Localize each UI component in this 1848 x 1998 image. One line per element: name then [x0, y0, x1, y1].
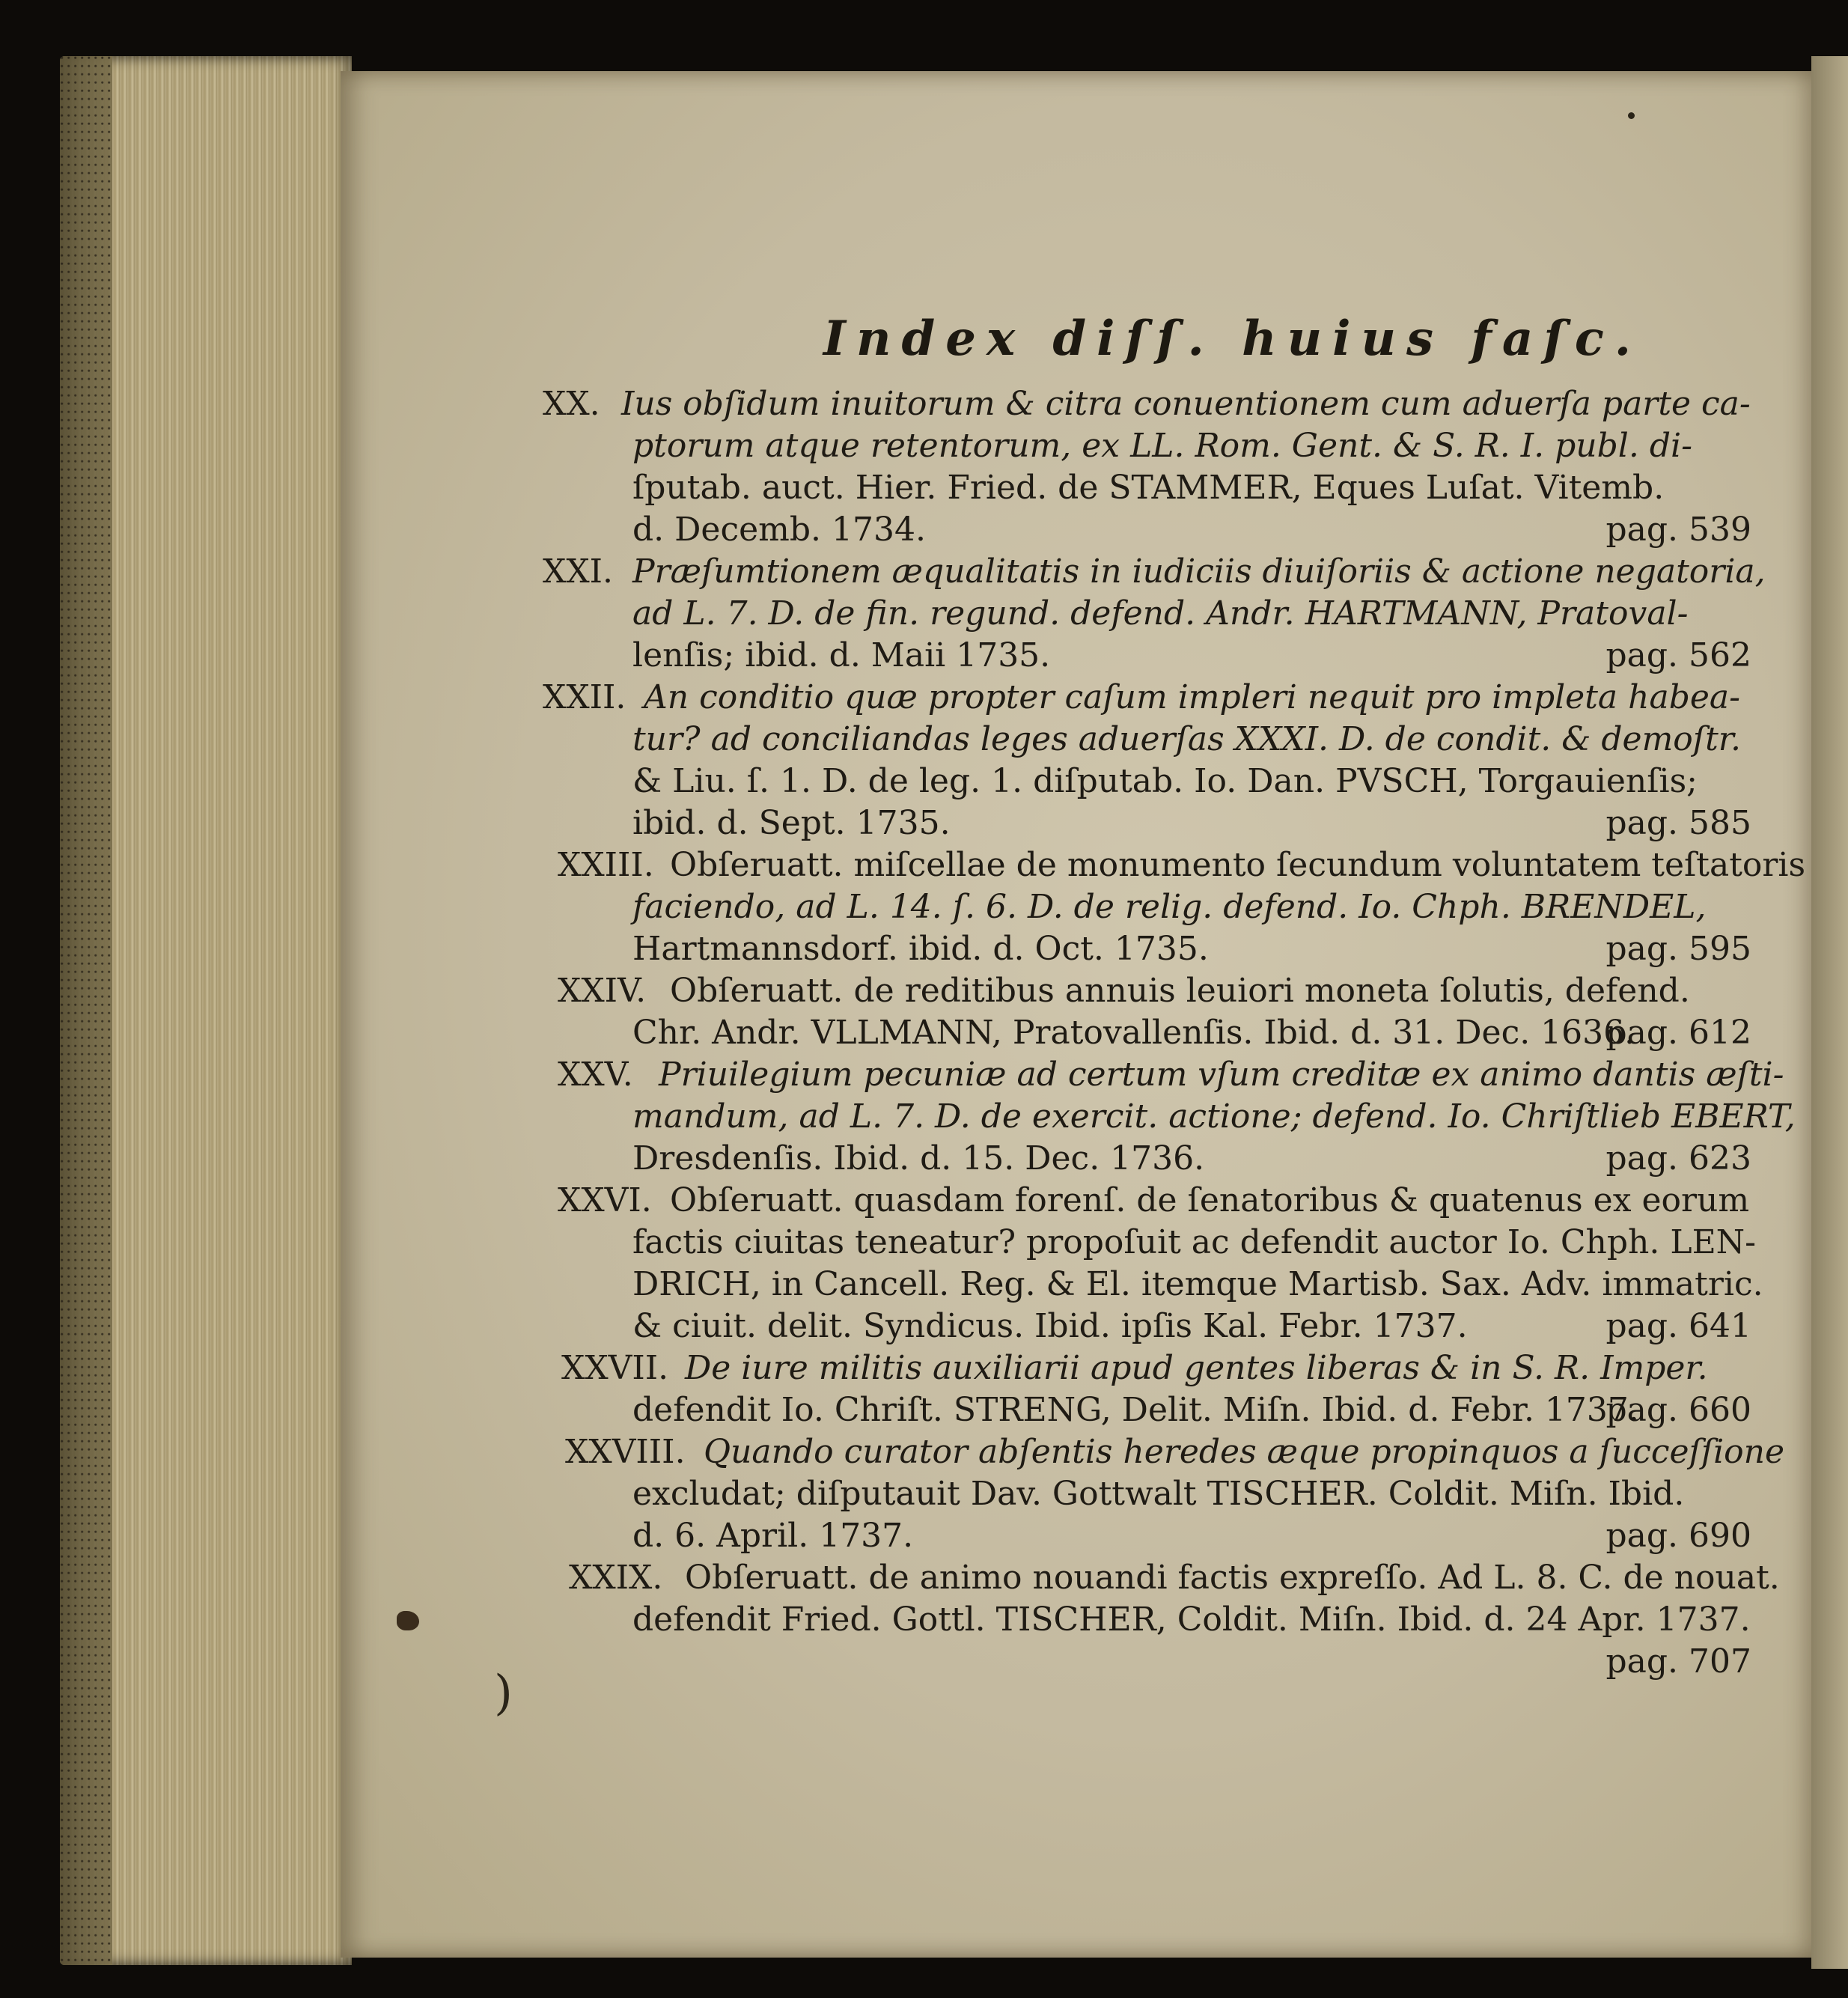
entry-line: d. Decemb. 1734. pag. 539: [632, 509, 1751, 551]
entry-line: Obſeruatt. de animo nouandi factis expreſſo. Ad L. 8. C. de nouat.: [685, 1559, 1780, 1597]
page-reference: pag. 539: [1605, 511, 1751, 549]
index-entry: [524, 1557, 1780, 1681]
entry-number: XXII.: [543, 678, 626, 716]
page-reference: pag. 562: [1605, 636, 1751, 674]
entry-line: Quando curator abſentis heredes æque propinquos a ſucceſſione: [704, 1433, 1785, 1471]
entry-line: Hartmannsdorf. ibid. d. Oct. 1735. pag. 595: [632, 928, 1751, 970]
page-heading: Index diſſ. huius faſc.: [823, 311, 1642, 367]
entry-line: Obſeruatt. de reditibus annuis leuiori moneta ſolutis, defend.: [670, 972, 1690, 1010]
page-reference: pag. 707: [1605, 1642, 1751, 1681]
entry-line: & ciuit. delit. Syndicus. Ibid. ipſis Kal. Febr. 1737. pag. 641: [632, 1306, 1751, 1347]
entry-line: DRICH, in Cancell. Reg. & El. itemque Martisb. Sax. Adv. immatric.: [632, 1265, 1763, 1303]
entry-number: XXIV.: [558, 972, 647, 1010]
index-entry: [524, 1054, 1796, 1180]
index-entry: [524, 677, 1751, 844]
index-entry: [524, 1180, 1763, 1347]
ink-dot: [1628, 112, 1635, 119]
entry-number: XXVII.: [561, 1349, 669, 1387]
entry-line: ad L. 7. D. de fin. regund. defend. Andr. HARTMANN, Pratoval-: [632, 594, 1689, 633]
entry-line: Dresdenſis. Ibid. d. 15. Dec. 1736. pag. 623: [632, 1138, 1751, 1180]
facing-page-edge: [1811, 56, 1848, 1969]
entry-number: XXVI.: [558, 1181, 652, 1219]
page-reference: pag. 595: [1605, 930, 1751, 968]
page-reference: pag. 623: [1605, 1139, 1751, 1178]
dissertation-index-list: [524, 383, 1806, 1681]
entry-number: XXV.: [558, 1056, 633, 1094]
entry-line: Chr. Andr. VLLMANN, Pratovallenſis. Ibid. d. 31. Dec. 1636. pag. 612: [632, 1012, 1751, 1054]
entry-line: defendit Fried. Gottl. TISCHER, Coldit. Miſn. Ibid. d. 24 Apr. 1737.: [632, 1600, 1751, 1639]
entry-line: tur? ad conciliandas leges aduerſas XXXI. D. de condit. & demoſtr.: [632, 720, 1741, 758]
entry-line: factis ciuitas teneatur? propoſuit ac defendit auctor Io. Chph. LEN-: [632, 1223, 1757, 1261]
entry-number: XXI.: [543, 552, 614, 591]
index-entry: [524, 551, 1766, 677]
book-cover-edge: [60, 56, 112, 1965]
page-reference: pag. 612: [1605, 1014, 1751, 1052]
entry-line: An conditio quæ propter caſum impleri nequit pro impleta habea-: [644, 678, 1740, 716]
index-entry: [524, 844, 1806, 970]
margin-bracket-mark: ): [494, 1666, 513, 1721]
entry-line: Priuilegium pecuniæ ad certum vſum creditæ ex animo dantis æſti-: [659, 1056, 1784, 1094]
entry-line: lenſis; ibid. d. Maii 1735. pag. 562: [632, 635, 1751, 677]
entry-line: mandum, ad L. 7. D. de exercit. actione; defend. Io. Chriſtlieb EBERT,: [632, 1097, 1796, 1136]
entry-line: d. 6. April. 1737. pag. 690: [632, 1515, 1751, 1557]
index-entry: [524, 1431, 1785, 1557]
ink-blot: [397, 1611, 419, 1630]
page-reference: pag. 641: [1605, 1307, 1751, 1345]
entry-line: ibid. d. Sept. 1735. pag. 585: [632, 802, 1751, 844]
entry-number: XXIII.: [558, 846, 654, 884]
entry-line: Ius obſidum inuitorum & citra conuentionem cum aduerſa parte ca-: [621, 385, 1751, 423]
entry-line: Obſeruatt. miſcellae de monumento ſecundum voluntatem teſtatoris: [670, 846, 1806, 884]
entry-line: defendit Io. Chriſt. STRENG, Delit. Miſn. Ibid. d. Febr. 1737. pag. 660: [632, 1389, 1751, 1431]
entry-line: & Liu. ſ. 1. D. de leg. 1. diſputab. Io. Dan. PVSCH, Torgauienſis;: [632, 762, 1698, 800]
page-reference: pag. 690: [1605, 1517, 1751, 1555]
entry-number: XX.: [543, 385, 600, 423]
entry-line: excludat; diſputauit Dav. Gottwalt TISCHER. Coldit. Miſn. Ibid.: [632, 1475, 1685, 1513]
entry-line: ſputab. auct. Hier. Fried. de STAMMER, Eques Luſat. Vitemb.: [632, 469, 1665, 507]
entry-line: De iure militis auxiliarii apud gentes liberas & in S. R. Imper.: [685, 1349, 1708, 1387]
page-reference: pag. 585: [1605, 804, 1751, 842]
index-entry: [524, 1347, 1751, 1431]
index-entry: [524, 970, 1751, 1054]
entry-line: Obſeruatt. quasdam forenſ. de ſenatoribus & quatenus ex eorum: [670, 1181, 1750, 1219]
entry-line: Præſumtionem æqualitatis in iudiciis diuiſoriis & actione negatoria,: [632, 552, 1766, 591]
entry-line: faciendo, ad L. 14. ſ. 6. D. de relig. defend. Io. Chph. BRENDEL,: [632, 888, 1707, 926]
index-entry: [524, 383, 1751, 551]
entry-line: ptorum atque retentorum, ex LL. Rom. Gent. & S. R. I. publ. di-: [632, 427, 1692, 465]
page-reference: pag. 660: [1605, 1391, 1751, 1429]
entry-number: XXVIII.: [565, 1433, 686, 1471]
entry-number: XXIX.: [569, 1559, 663, 1597]
